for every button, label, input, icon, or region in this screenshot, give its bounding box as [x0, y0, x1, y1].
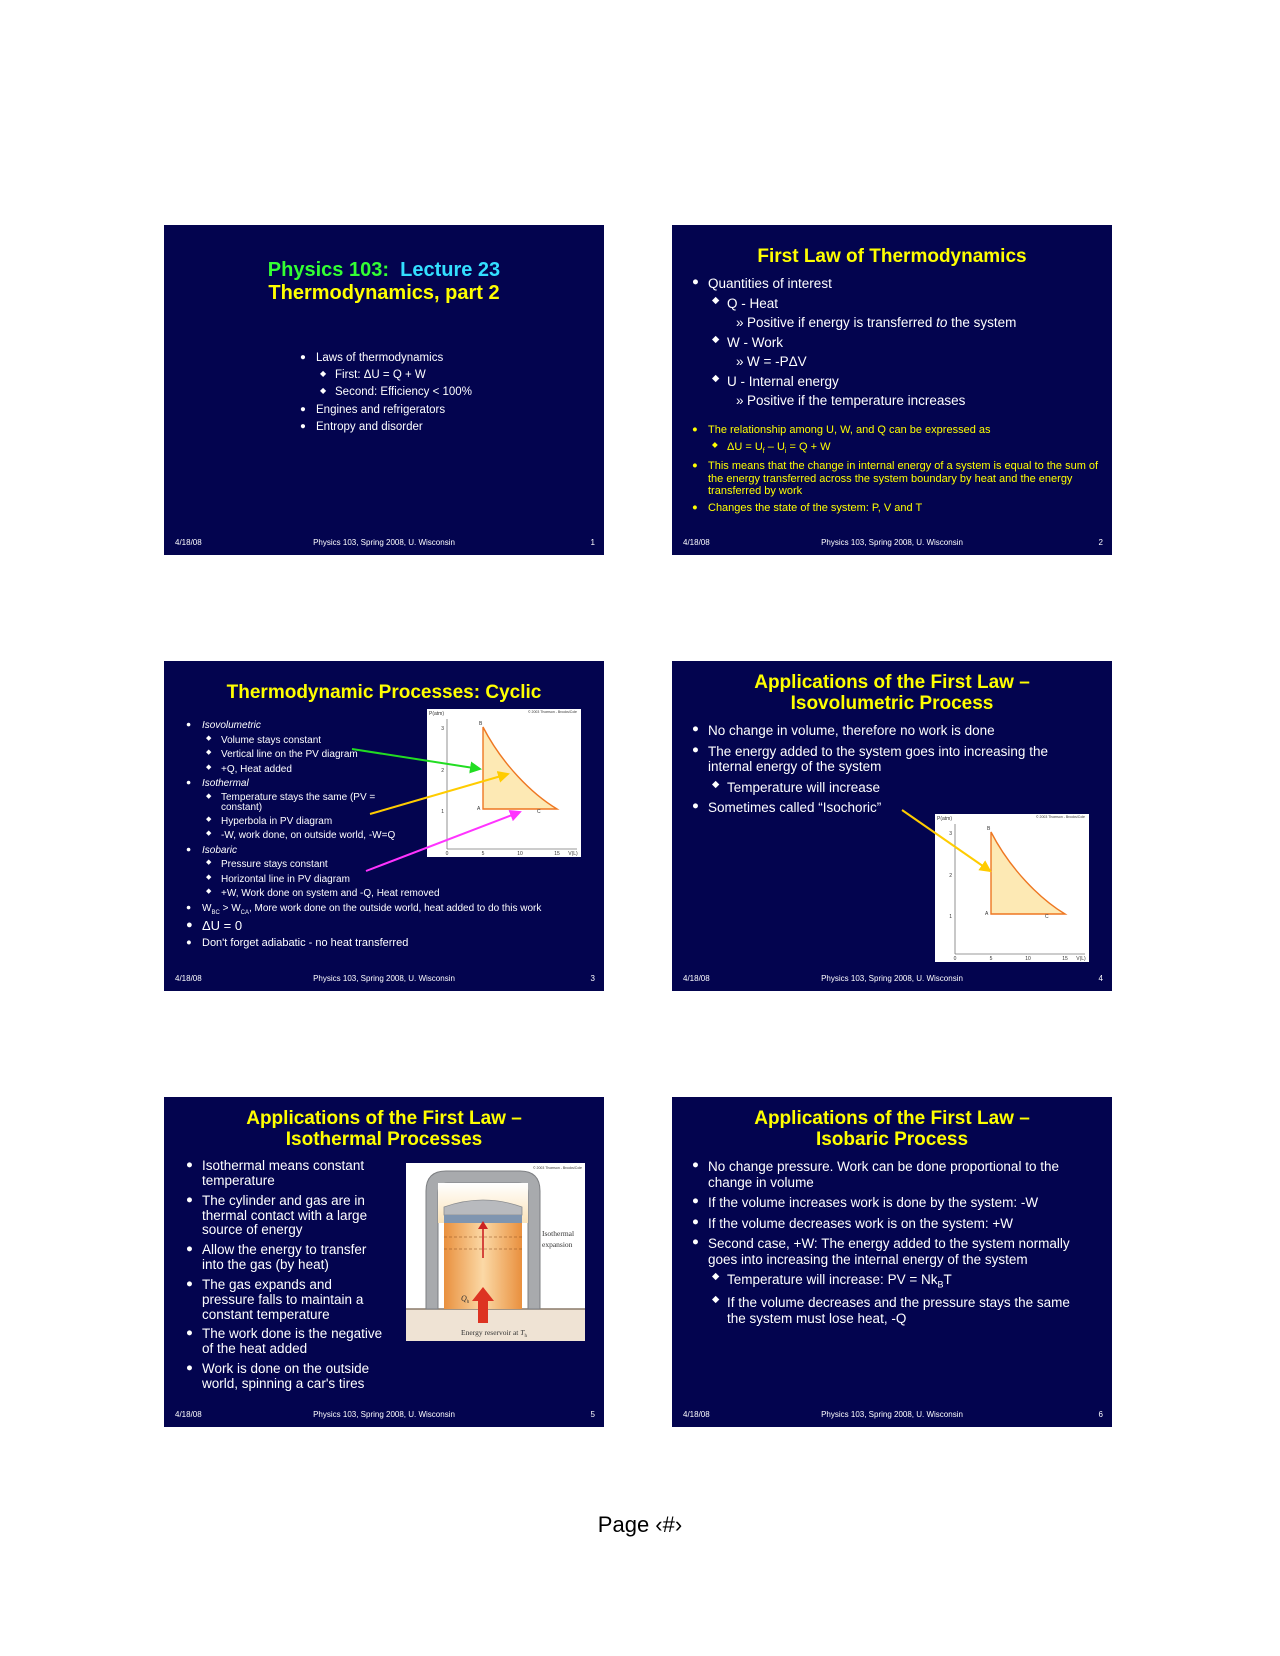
pv-ylabel: P(atm): [429, 711, 444, 717]
pv-ytick: 3: [949, 831, 952, 837]
footer-course: Physics 103, Spring 2008, U. Wisconsin: [821, 1410, 963, 1419]
list-item: ● If the volume decreases work is on the system: +W: [692, 1216, 1092, 1232]
list-item: ● ΔU = 0: [186, 919, 596, 934]
slide-1-title: Physics 103: Lecture 23 Thermodynamics, part 2: [267, 259, 501, 304]
slide-4: [672, 661, 1112, 991]
slide-number: 1: [590, 538, 595, 547]
list-item: ● If the volume increases work is done by the system: -W: [692, 1195, 1092, 1211]
arrow-isovolumetric: [352, 749, 480, 769]
slide-5-title: Applications of the First Law – Isothermal Processes: [246, 1108, 522, 1150]
slide-4-arrow: [672, 661, 1112, 991]
slide-4-title: Applications of the First Law – Isovolumetric Process: [754, 672, 1030, 714]
list-item: ● No change pressure. Work can be done proportional to the change in volume: [692, 1159, 1092, 1190]
list-item: ◆ First: ΔU = Q + W: [300, 369, 472, 382]
slide-number: 2: [1098, 538, 1103, 547]
pv-credit: © 2003 Thomson - Brooks/Cole: [527, 710, 577, 714]
slide-number: 6: [1098, 1410, 1103, 1419]
pv-point-label: B: [479, 721, 483, 727]
footer-course: Physics 103, Spring 2008, U. Wisconsin: [821, 538, 963, 547]
slide-1-bullets: [300, 352, 472, 434]
slide-footer: [672, 974, 1112, 986]
footer-date: 4/18/08: [683, 1410, 710, 1419]
footer-course: Physics 103, Spring 2008, U. Wisconsin: [313, 974, 455, 983]
slide-6-bullets: [692, 1159, 1092, 1326]
slide-3: [164, 661, 604, 991]
list-item: ◆ Second: Efficiency < 100%: [300, 386, 472, 399]
pv-xtick: 0: [953, 956, 957, 962]
footer-date: 4/18/08: [175, 538, 202, 547]
list-item: ◆ Temperature will increase: [692, 780, 1092, 796]
pv-ytick: 3: [441, 726, 444, 732]
list-item: ● $W_{BC} > W_{CA}$, More work done on the outside world, heat added to do this work: [186, 903, 596, 917]
figure-label-expansion: expansion: [542, 1240, 573, 1249]
slide-footer: [164, 974, 604, 986]
figure-label-q: $Q_h$: [461, 1294, 470, 1305]
list-item: ● The cylinder and gas are in thermal contact with a large source of energy: [186, 1194, 386, 1239]
slide-2-bullets: [692, 276, 1102, 412]
list-item: ● Isovolumetric: [186, 720, 596, 732]
list-item: ◆ Horizontal line in PV diagram: [186, 874, 596, 886]
slide-5-bullets: [186, 1159, 386, 1392]
pv-ytick: 2: [441, 768, 444, 774]
slide-footer: [164, 1410, 604, 1422]
slide-2-bullets-yellow: [692, 424, 1102, 514]
list-item: » Positive if the temperature increases: [692, 393, 1102, 409]
page-number-label: Page ‹#›: [597, 1512, 683, 1537]
list-item: ◆ Temperature stays the same (PV = constant): [186, 793, 391, 813]
list-item: ● Sometimes called “Isochoric”: [692, 800, 1092, 816]
list-item: ◆ +Q, Heat added: [186, 764, 596, 776]
slide-3-arrows: [164, 661, 604, 991]
list-item: ◆ If the volume decreases and the pressure stays the same the system must lose heat, -Q: [692, 1295, 1092, 1326]
list-item: ● Isothermal: [186, 778, 596, 790]
list-item: ● Don't forget adiabatic - no heat transferred: [186, 937, 596, 950]
list-item: ● Engines and refrigerators: [300, 404, 472, 417]
footer-course: Physics 103, Spring 2008, U. Wisconsin: [313, 538, 455, 547]
list-item: ◆ Hyperbola in PV diagram: [186, 816, 596, 828]
slide-5: [164, 1097, 604, 1427]
pv-xtick: 15: [1062, 956, 1068, 962]
list-item: ● Work is done on the outside world, spinning a car's tires: [186, 1362, 386, 1392]
list-item: ● The relationship among U, W, and Q can be expressed as: [692, 424, 1102, 437]
list-item: ● Quantities of interest: [692, 276, 1102, 292]
list-item: ● The energy added to the system goes into increasing the internal energy of the system: [692, 744, 1092, 775]
list-item: ● Laws of thermodynamics: [300, 352, 472, 365]
pv-ytick: 1: [441, 809, 444, 815]
pv-point-label: A: [985, 911, 989, 917]
list-item: ◆ Temperature will increase: PV = $Nk_BT$: [692, 1272, 1092, 1290]
pv-xtick: 5: [989, 956, 993, 962]
figure-label-isothermal: Isothermal: [542, 1229, 575, 1238]
list-item: ◆ Q - Heat: [692, 296, 1102, 312]
footer-date: 4/18/08: [683, 538, 710, 547]
pv-point-label: C: [1045, 914, 1049, 920]
list-item: ◆ Vertical line on the PV diagram: [186, 749, 596, 761]
footer-course: Physics 103, Spring 2008, U. Wisconsin: [821, 974, 963, 983]
pv-ylabel: P(atm): [937, 816, 952, 822]
slide-footer: [164, 538, 604, 550]
pv-credit: © 2003 Thomson - Brooks/Cole: [1035, 815, 1085, 819]
pv-ytick: 1: [949, 914, 952, 920]
list-item: ● Changes the state of the system: P, V and T: [692, 502, 1102, 515]
arrow-isothermal: [370, 774, 508, 814]
slide-2-title: First Law of Thermodynamics: [757, 246, 1027, 267]
list-item: ◆ Volume stays constant: [186, 735, 596, 747]
list-item: ◆ -W, work done, on outside world, -W=Q: [186, 830, 596, 842]
pv-point-label: C: [537, 809, 541, 815]
slide-footer: [672, 1410, 1112, 1422]
list-item: ● Allow the energy to transfer into the gas (by heat): [186, 1243, 386, 1273]
list-item: ● The gas expands and pressure falls to maintain a constant temperature: [186, 1278, 386, 1323]
pv-xtick: 10: [517, 851, 523, 857]
pv-xtick: 5: [481, 851, 485, 857]
list-item: ● This means that the change in internal energy of a system is equal to the sum of the energy transferred across the system boundary by heat and the energy transferred by work: [692, 460, 1102, 498]
arrow-isobaric: [366, 812, 520, 871]
pv-point-label: B: [987, 826, 991, 832]
slide-1: [164, 225, 604, 555]
list-item: ● Isothermal means constant temperature: [186, 1159, 386, 1189]
list-item: ● Isobaric: [186, 845, 596, 857]
list-item: ◆ U - Internal energy: [692, 374, 1102, 390]
footer-date: 4/18/08: [683, 974, 710, 983]
footer-date: 4/18/08: [175, 1410, 202, 1419]
figure-credit: © 2003 Thomson - Brooks/Cole: [532, 1166, 582, 1170]
list-item: ◆ W - Work: [692, 335, 1102, 351]
figure-label-reservoir: Energy reservoir at $T_h$: [461, 1328, 527, 1339]
pv-xtick: 10: [1025, 956, 1031, 962]
slide-6-title: Applications of the First Law – Isobaric Process: [754, 1108, 1030, 1150]
pv-xlabel: V(L): [568, 851, 578, 857]
slide-2: [672, 225, 1112, 555]
pv-xlabel: V(L): [1076, 956, 1086, 962]
footer-course: Physics 103, Spring 2008, U. Wisconsin: [313, 1410, 455, 1419]
pv-point-label: A: [477, 806, 481, 812]
slide-6: [672, 1097, 1112, 1427]
pv-ytick: 2: [949, 873, 952, 879]
list-item: ● Entropy and disorder: [300, 421, 472, 434]
slide-number: 3: [590, 974, 595, 983]
list-item: ● Second case, +W: The energy added to the system normally goes into increasing the internal energy of the system: [692, 1236, 1092, 1267]
slide-number: 5: [590, 1410, 595, 1419]
list-item: ● No change in volume, therefore no work is done: [692, 723, 1092, 739]
list-item: ● The work done is the negative of the heat added: [186, 1327, 386, 1357]
list-item: » Positive if energy is transferred to the system: [692, 315, 1102, 331]
footer-date: 4/18/08: [175, 974, 202, 983]
pv-xtick: 15: [554, 851, 560, 857]
list-item: ◆ $\Delta U = U_f - U_i = Q + W$: [692, 441, 1102, 456]
list-item: ◆ +W, Work done on system and -Q, Heat removed: [186, 888, 596, 900]
list-item: ◆ Pressure stays constant: [186, 859, 596, 871]
slide-number: 4: [1098, 974, 1103, 983]
slide-3-title: Thermodynamic Processes: Cyclic: [226, 682, 542, 703]
pv-xtick: 0: [445, 851, 449, 857]
arrow-isochoric: [902, 810, 990, 871]
isothermal-cylinder-figure: [406, 1163, 585, 1341]
slide-footer: [672, 538, 1112, 550]
list-item: » W = -PΔV: [692, 354, 1102, 370]
